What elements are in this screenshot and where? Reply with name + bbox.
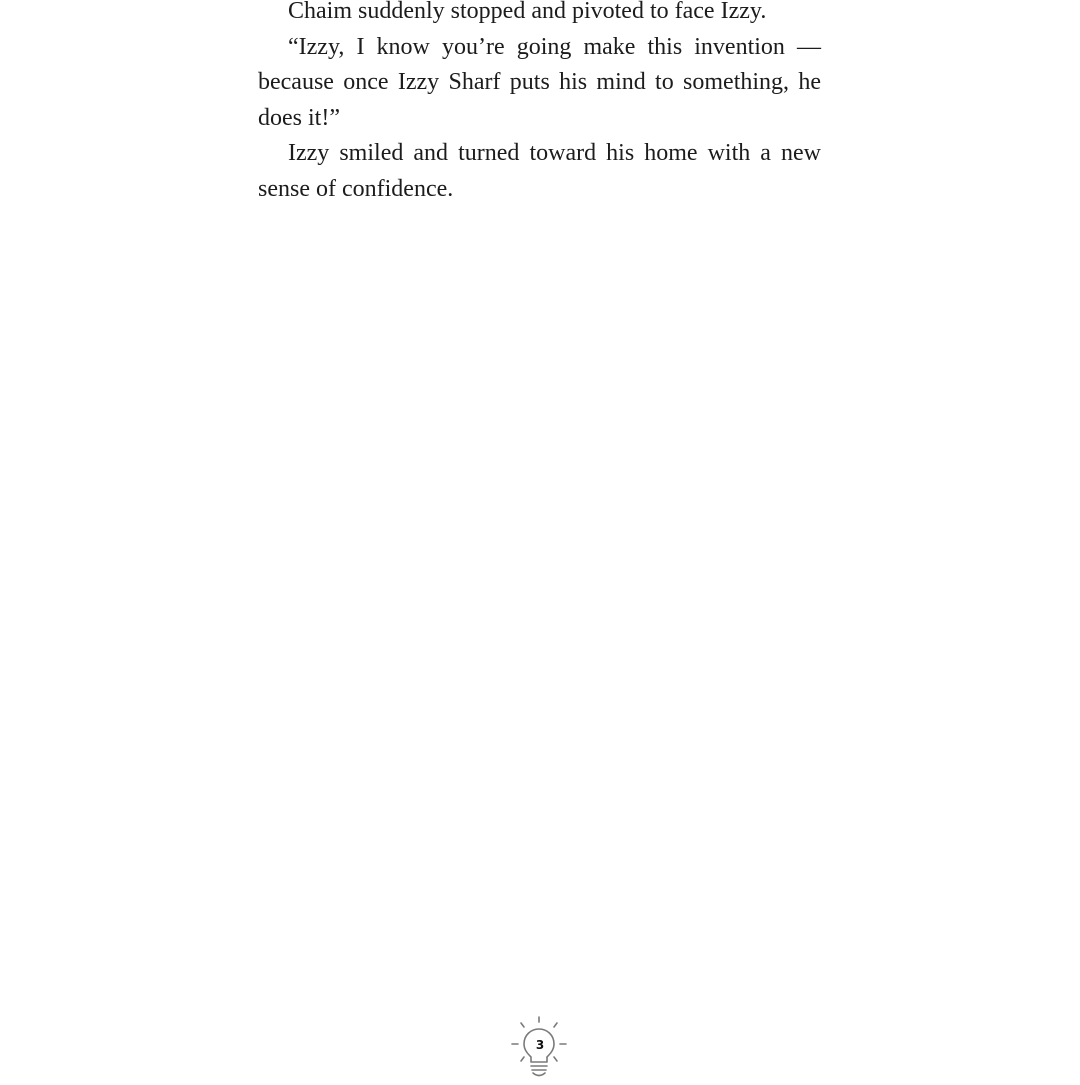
paragraph: Chaim suddenly stopped and pivoted to face Izzy. [288,0,767,24]
body-text [258,0,821,207]
paragraph: “Izzy, I know you’re going make this invention — because once Izzy Sharf puts his mind to something, he does it!” [258,33,821,131]
page-number: 3 [535,1038,545,1052]
paragraph: Izzy smiled and turned toward his home with a new sense of confidence. [258,140,821,202]
page-number-marker [509,1013,571,1080]
